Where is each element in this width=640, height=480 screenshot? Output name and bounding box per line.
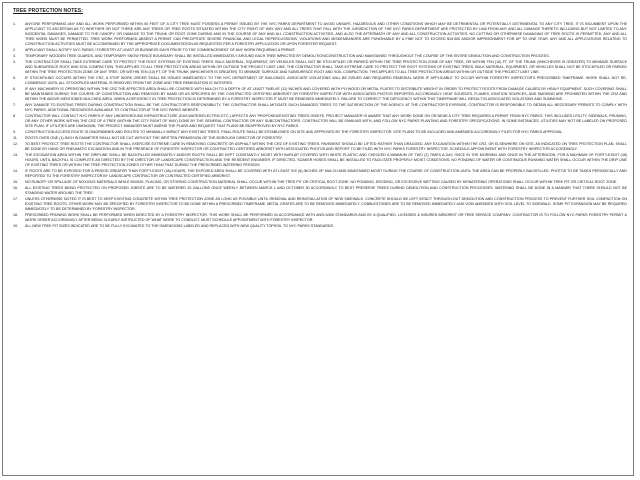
note-item — [13, 213, 627, 223]
note-text: THE EXCAVATION AREA WITHIN THE DRIPLINE SHALL BE BACKFILLED IMMEDIATELY AND/OR ROOTS SHALL BE KEPT CONSTANTLY MOIST WITH BURLAP COVERED WITH WHITE PLASTIC AND CHECKED A MINIMUM OF TWO (2) TIMES A DAY, ONCE IN THE MORNING AND ONCE IN THE AFTERNOON, FOR A MAXIMUM OF FORTY-EIGHT (48) HOURS, UNTIL BACKFILL IS COMPLETE AS DIRECTED BY THE DIRECTOR OF LANDSCAPE CONSTRUCTION AND THE RESIDENT ENGINEER. IF DIRECTED, SOAKER HOSES SHALL BE INSTALLED TO FACILITATE PROPERLY MOIST CONDITIONS. NO PONDING OF WATER OR CONTINUOUS RUNNING WATER SHALL OCCUR WITHIN THE DRIP LINE OF EXISTING TREES OR WITHIN THE TREE PROTECTION ZONES OTHER THAN THAT DURING THE PRESCRIBED WATERING PERIODS. — [25, 153, 627, 168]
note-text: TO BEST PROTECT TREE ROOTS THE CONTRACTOR SHALL EXERCISE EXTREME CARE IN REMOVING CONCRETE OR ASPHALT WITHIN THE CRZ OF EXISTING TREES. PAVEMENT SHOULD BE LIFTED RATHER THAN DRAGGED. ANY EXCAVATION WITHIN THE CRZ, OR ELSEWHERE ON SITE, AS INDICATED ON TREE PROTECTION PLAN, SHALL BE DONE BY HAND OR PNEUMATIC EXCAVATION AND IN THE PRESENCE OF FORESTRY INSPECTOR OR CONTRACTED CERTIFIED ARBORIST WITH ASSOCIATED PHOTOS AND REPORT TO BE FILED WITH NYC PARKS FORESTRY INSPECTOR. SCHEDULE APPOINTMENT WITH FORESTRY INSPECTOR ACCORDINGLY. — [25, 142, 627, 152]
note-number: 12. — [13, 142, 19, 147]
note-number: 14. — [13, 169, 19, 174]
note-item — [13, 224, 627, 229]
note-text: TEMPORARY WOODEN TREE GUARDS, AND TEMPORARY SNOW FENCE BOUNDARY SHALL BE INSTALLED IMMEDIATELY AROUND EACH TREE IMPACTED BY DEMOLITION/CONSTRUCTION AND MAINTAINED THROUGHOUT THE COURSE OF THE ENTIRE DEMOLITION AND CONSTRUCTION PROCESS. — [25, 54, 550, 59]
note-item — [13, 48, 627, 53]
note-text: UNLESS OTHERWISE NOTED IT IS BEST TO KEEP EXISTING CONCRETE WITHIN TREE PROTECTION ZONE AS LONG AS POSSIBLE UNTIL REMOVAL AND REINSTALLATION OF NEW SIDEWALK. CONCRETE SHOULD BE LEFT INTACT THROUGH-OUT DEMOLITION AND CONSTRUCTION PROCESS TO PREVENT FURTHER SOIL COMPACTION ON EXISTING TREE ROOTS. OTHER WORK MAY BE SPECIFIED BY FORESTRY INSPECTOR TO BE DONE WITHIN A PRESCRIBED TIMEFRAME. METAL GRATES ARE TO BE REMOVED IMMEDIATELY. COBBLESTONES ARE TO BE REMOVED IMMEDIATELY AND VOID AMENDED WITH SOIL LEVEL TO SIDEWALK. SOME PIT EXPANSION MAY BE REQUIRED IMMEDIATELY TO BE DETERMINED BY FORESTRY INSPECTOR. — [25, 196, 627, 212]
note-item — [13, 103, 627, 113]
note-item — [13, 142, 627, 152]
note-number: 5. — [13, 76, 17, 81]
note-item — [13, 169, 627, 179]
note-text: ROOTS OVER ONE (1)-INCH IN DIAMETER SHALL NOT BE CUT WITHOUT THE WRITTEN PERMISSION OF THE BOROUGH DIRECTOR OF FORESTRY. — [25, 136, 283, 141]
note-item — [13, 180, 627, 185]
note-item — [13, 136, 627, 141]
note-text: IF ANY MACHINERY IS OPERATING WITHIN THE CRZ THE AFFECTED AREA SHALL BE COVERED WITH MULCH TO A DEPTH OF AT LEAST TWELVE (12) INCHES AND COVERED WITH PLYWOOD OR METAL PLATES TO DISTRIBUTE WEIGHT IN ORDER TO PROTECT ROOTS FROM DAMAGE CAUSED BY HEAVY EQUIPMENT. SUCH COVERING SHALL BE MAINTAINED DURING THE COURSE OF CONSTRUCTION AND REMOVED BY HAND OR AS SPECIFIED BY THE CONTRACTED CERTIFIED ARBORIST OR FORESTRY INSPECTOR WITH ASSOCIATED PHOTOS REPORTED ACCORDINGLY. HEAT SOURCES, FLAMES, IGNITION SOURCES, AND SMOKING ARE PROHIBITED WITHIN THE CRZ AND WITHIN THE ABOVE MENTIONED MULCHED AREA. WHEN A DEFICIENCY IN TREE PROTECTION IS DETERMINED BY A FORESTRY INSPECTOR IT MUST BE REMEDIED IMMEDIATELY. FAILURE TO CORRECT THE DEFICIENCY WITHIN THIS TIMEFRAME WILL RESULT IN ASSOCIATED VIOLATIONS AND SUMMONS. — [25, 87, 627, 102]
note-item — [13, 153, 627, 168]
note-item — [13, 87, 627, 102]
note-number: 2. — [13, 48, 17, 53]
note-item — [13, 114, 627, 129]
note-item — [13, 130, 627, 135]
note-text: THE CONTRACTOR SHALL TAKE EXTREME CARE TO PROTECT THE ROOT SYSTEMS OF EXISTING TREES. BULK MATERIAL, EQUIPMENT, OR VEHICLES SHALL NOT BE STOCKPILED OR PARKED WITHIN THE TREE PROTECTION ZONE OF ANY TREE, OR WITHIN TEN (10) FT. OF THE TRUNK (WHICHEVER IS GREATER) TO MINIMIZE SURFACE AND SUBSURFACE ROOT AND SOIL COMPACTION. THIS APPLIES TO ALL TREE PROTECTION AREAS WITHIN OR OUTSIDE THE PROJECT LIMIT LINE. THE CONTRACTOR SHALL TAKE EXTREME CARE TO PROTECT THE ROOT SYSTEMS OF EXISTING TREES. BULK MATERIAL, EQUIPMENT, OR VEHICLES SHALL NOT BE STOCKPILED OR PARKED WITHIN THE TREE PROTECTION ZONE OF ANY TREE, OR WITHIN TEN (10) FT. OF THE TRUNK (WHICHEVER IS GREATER) TO MINIMIZE SURFACE AND SUBSURFACE ROOT AND SOIL COMPACTION. THIS APPLIES TO ALL TREE PROTECTION AREAS WITHIN OR OUTSIDE THE PROJECT LIMIT LINE. — [25, 60, 627, 75]
note-number: 8. — [13, 114, 17, 119]
note-number: 7. — [13, 103, 17, 108]
note-text: CONTRACTOR WILL CONTACT NYC PARKS IF ANY UNDERGROUND INFRASTRUCTURE (GAS,WATER/ELECTRIC,ETC.) AFFECTS ANY PROPOSED/EXISTING TREES ONSITE. PROJECT MANAGER IS AWARE THAT ANY WORK DONE ON OR NEAR A CITY TREE REQUIRES A PERMIT FROM NYC PARKS. THIS INCLUDES UTILITY, SIDEWALK, PRUNING, OR ANY OTHER WORK WITHIN THE CRZ OF A TREE (WITHIN THE CITY RIGHT OF WAY) DONE BY THE GENERAL CONTRACTOR OR ANY SUBCONTRACTORS. CONTRACTOR WILL BE FAMILIAR WITH, AND FOLLOW NYC PARKS PLANTING AND FORESTRY SPECIFICATIONS. IN SOME INSTANCES, UTILITIES MAY NOT BE LABELED ON PROPOSED SITE PLAN. IF UTILITIES ARE UNKNOWN, THE PROJECT MANAGER MUST AMEND THE PLANS AND REQUEST THAT PLANS BE REAPPROVED BY NYC PARKS. — [25, 114, 627, 129]
note-text: NO RUNOFF OR SPILLAGE OF NOXIOUS MATERIALS WHILE MIXING, PLACING, OR STORING CONSTRUCTION MATERIAL SHALL OCCUR WITHIN THE TREE PIT OR CRITICAL ROOT ZONE. NO PONDING, ERODING, OR EXCESSIVE WETTING CAUSED BY DEWATERING OPERATIONS SHALL OCCUR WITHIN TREE PIT OR CRITICAL ROOT ZONE. — [25, 180, 618, 185]
note-text: CONSTRUCTION ACCESS ROUTE IS DIAGRAMMED AND ROUTED TO MINIMALLY IMPACT ANY EXISTING TREES. FINAL ROUTE SHALL BE ESTABLISHED ON SITE AND APPROVED BY THE FORESTRY INSPECTOR. SITE PLANS TO BE INCLUDED AND AMENDED ACCORDINGLY FILES FOR NYC PARKS APPROVAL. — [25, 130, 564, 135]
note-text: IF ROOTS ARE TO BE EXPOSED FOR A PERIOD GREATER THAN FORTY-EIGHT (48)-HOURS, THE EXPOSED AREA SHALL BE COVERED WITH AT LEAST SIX (6)-INCHES OF MULCH AND MAINTAINED MOIST DURING THE COURSE OF CONSTRUCTION UNTIL THE AREA CAN BE PROPERLY BACKFILLED. PHOTOS TO BE TAKEN PERIODICALLY AND REPORTED TO THE FORESTRY INSPECTOR BY LANDSCAPE CONTRACTOR OR CONTRACTED CERTIFIED ARBORIST. — [25, 169, 627, 179]
note-number: 17. — [13, 196, 19, 201]
note-number: 19. — [13, 224, 19, 229]
note-number: 1. — [13, 22, 17, 26]
note-number: 16. — [13, 185, 19, 190]
note-text: PRESCRIBED PRUNING WORK SHALL BE PERFORMED WHEN DIRECTED BY A FORESTRY INSPECTOR. THIS WORK SHALL BE PERFORMED IN ACCORDANCE WITH ANSI A300 STANDARDS AND BY A QUALIFIED, LICENSED & INSURED ARBORIST OR TREE SERVICE COMPANY. CONTRACTOR IS TO FOLLOW NYC PARKS FORESTRY PERMIT & WORK ORDER ACCORDINGLY AFTER BEING CLEARLY INSTRUCTED OF WHAT WORK TO CONDUCT. MUST SCHEDULE APPOINTMENT WITH FORESTRY INSPECTOR. — [25, 213, 627, 223]
note-item — [13, 54, 627, 59]
note-item — [13, 186, 627, 196]
note-number: 6. — [13, 87, 17, 92]
note-item — [13, 22, 627, 47]
note-number: 4. — [13, 60, 17, 65]
note-item — [13, 60, 627, 75]
note-text: ANY DAMAGE TO EXISTING TREES DURING CONSTRUCTION SHALL BE THE CONTRACTOR'S RESPONSIBILITY. THE CONTRACTOR SHALL MITIGATE SUCH DAMAGED TREES TO THE SATISFACTION OF THE AGENCY. AT THE CONTRACTOR'S EXPENSE, CONTRACTOR IS RESPONSIBLE TO OBTAIN ALL NECESSARY PERMITS TO COMPLY WITH NYC PARKS. ADDITIONAL RESOURCES AVAILABLE TO CONTRACTOR AT THE NYC PARKS WEBSITE. — [25, 103, 627, 113]
note-number: 11. — [13, 136, 18, 141]
note-text: IF STOCKPILING OCCURS WITHIN THE CRZ, A STOP WORK ORDER SHALL BE ISSUED IMMEDIATELY TO THE NYC DEPARTMENT OF BUILDINGS. ASSOCIATE VIOLATIONS WILL BE ISSUED AND REQUIRED REMEDIAL WORK IF APPLICABLE TO OCCUR WITHIN FORESTRY INSPECTOR'S PRESCRIBED TIMEFRAME. WORK SHALL NOT RE-COMMENCE UNTIL ALL STOCKPILED MATERIAL IS REMOVED FROM THE ZONE AND TREE REMEDIATION IS SATISFIED. — [25, 76, 627, 86]
note-number: 15. — [13, 180, 19, 185]
notes-list — [13, 22, 627, 230]
note-number: 9. — [13, 130, 17, 135]
note-item — [13, 76, 627, 86]
note-number: 13. — [13, 153, 19, 158]
note-text: ANYONE PERFORMING ANY AND ALL WORK PERFORMED WITHIN 50 FEET OF A CITY TREE MUST POSSESS A PERMIT ISSUED BY THE NYC PARKS DEPARTMENT TO AVOID UNSAFE, HAZARDOUS AND OTHER CONDITIONS WHICH MAY BE DETRIMENTAL OR POTENTIALLY DETRIMENTAL TO ANY CITY TREE. IT IS INCUMBENT UPON THE APPLICANT TO ASCERTAIN AS TO WHETHER OR NOT THERE ARE ANY TREES OR TREE ROOTS SITUATED WITHIN THE CITY RIGHT OF WAY. ANY AND ALL TREES THAT FALL WITH THE JURISDICTION OF THE NYC PARKS DEPARTMENT ARE PROTECTED BY LAW FROM ANY AND ALL DAMAGE THERETO INCLUDING BUT NOT LIMITED TO ANY INCIDENTAL DAMAGES, DAMAGE TO THE CANOPY, OR DAMAGE TO THE TRUNK OR ROOT ZONE DURING AND IN THE COURSE OF ANY AND ALL CONSTRUCTION ACTIVITIES, AND ALSO THE AFTERMATH OF ANY AND ALL CONSTRUCTION ACTIVITIES. NO CUTTING OR OTHERWISE DAMAGING OF TREE ROOTS IS PERMITTED. ANY AND ALL TREE WORK MUST BE PERMITTED. TREE WORK PERFORMED ABSENT A PERMIT CAN PRECIPITATE SEVERE FINANCIAL AND LEGAL REPERCUSSIONS. VIOLATIONS AND MISDEMEANORS ARE PUNISHABLE BY A FINE NOT TO EXCEED $15,000 AND/OR IMPRISONMENT FOR UP TO ONE YEAR. ANY AND ALL APPLICATIONS RELATING TO CONSTRUCTION ACTIVITIES MUST BE ACCOMPANIED BY THE APPROPRIATE DOCUMENTATION AS REQUESTED PER A FORESTRY APPLICATION OR UPON FORESTER REQUEST. — [25, 22, 627, 47]
note-number: 18. — [13, 213, 19, 218]
note-text: ALL NEW TREE PIT SIZES INDICATED ARE TO BE FULLY EXCAVATED TO THE DIMENSIONS LABELED AND REPLACED WITH NEW QUALITY TOPSOIL TO NYC PARKS STANDARDS. — [25, 224, 334, 229]
note-text: ALL EXISTING TREES BEING PROTECTED ON PROPOSED JOBSITE ARE TO BE WATERED 20 GALLONS ONCE WEEKLY BETWEEN MARCH 1 AND OCTOBER 30 ACCORDINGLY TO BEST PRESERVE TREES DURING DEMOLITION AND CONSTRUCTION PROCESSES. WATERING SHALL BE DONE IN A MANNER THAT THERE SHOULD NOT BE STANDING WATER AROUND THE TREE. — [25, 185, 627, 196]
note-text: APPLICANT SHALL NOTIFY NYC PARKS / FORESTRY AT LEAST 20 BUSINESS DAYS PRIOR TO THE COMMENCEMENT OF ANY WORK REQUIRING A PERMIT. — [25, 48, 296, 53]
tree-protection-notes-sheet — [2, 2, 634, 476]
note-item — [13, 197, 627, 212]
notes-title: TREE PROTECTION NOTES: — [13, 8, 83, 14]
note-number: 3. — [13, 54, 17, 59]
